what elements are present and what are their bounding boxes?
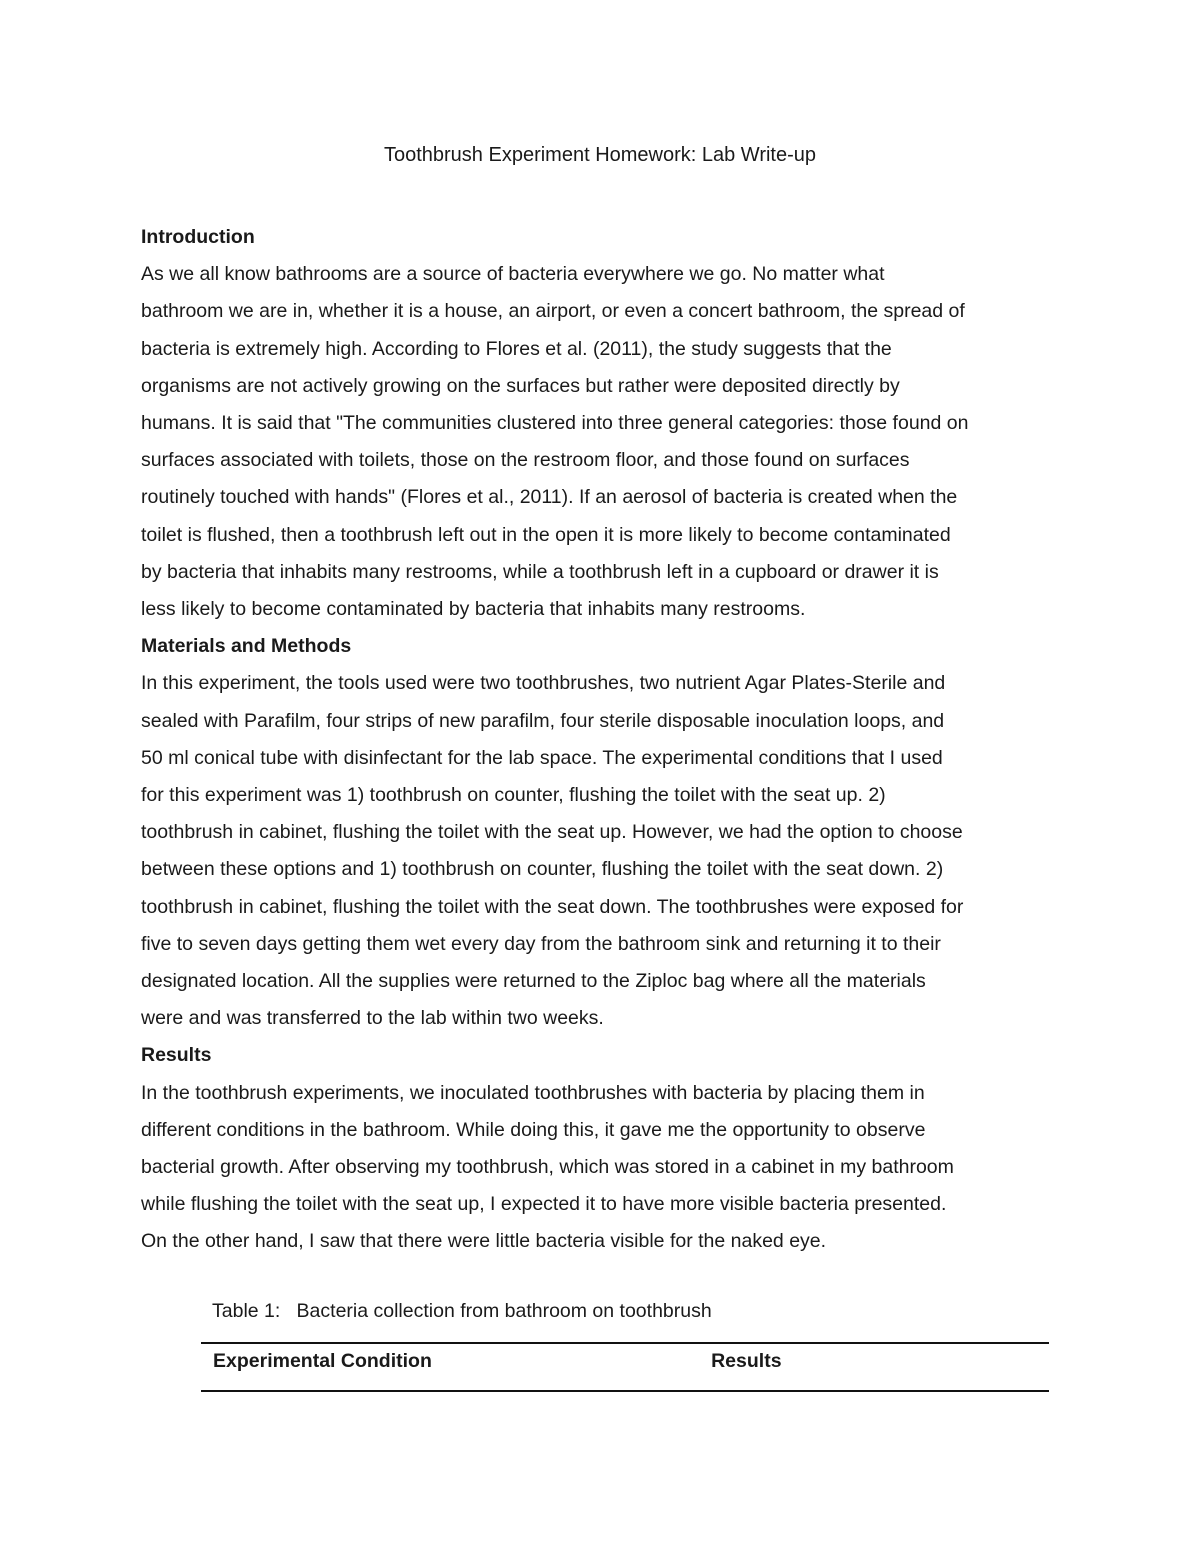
paragraph-line: bacteria is extremely high. According to Flores et al. (2011), the study suggests that the [141,337,892,360]
table-caption: Table 1: Bacteria collection from bathroom on toothbrush [212,1300,712,1322]
paragraph-line: five to seven days getting them wet every day from the bathroom sink and returning it to their [141,932,941,955]
paragraph-line: humans. It is said that "The communities clustered into three general categories: those found on [141,412,969,435]
paragraph-line: toilet is flushed, then a toothbrush left out in the open it is more likely to become contaminated [141,523,951,546]
paragraph-line: bathroom we are in, whether it is a house, an airport, or even a concert bathroom, the spread of [141,300,965,323]
paragraph-line: less likely to become contaminated by bacteria that inhabits many restrooms. [141,598,806,621]
paragraph-line: bacterial growth. After observing my toothbrush, which was stored in a cabinet in my bathroom [141,1156,954,1179]
paragraph-line: toothbrush in cabinet, flushing the toilet with the seat down. The toothbrushes were exposed for [141,895,964,918]
introduction-paragraph [141,256,1071,628]
paragraph-line: designated location. All the supplies were returned to the Ziploc bag where all the materials [141,970,926,993]
paragraph-line: toothbrush in cabinet, flushing the toilet with the seat up. However, we had the option to choose [141,821,963,844]
paragraph-line: surfaces associated with toilets, those on the restroom floor, and those found on surfaces [141,449,910,472]
document-body [141,219,1071,1261]
results-paragraph [141,1075,1071,1261]
paragraph-line: organisms are not actively growing on the surfaces but rather were deposited directly by [141,374,900,397]
paragraph-line: 50 ml conical tube with disinfectant for the lab space. The experimental conditions that I used [141,746,943,769]
paragraph-line: routinely touched with hands" (Flores et al., 2011). If an aerosol of bacteria is created when the [141,486,958,509]
paragraph-line: In this experiment, the tools used were two toothbrushes, two nutrient Agar Plates-Sterile and [141,672,946,695]
paragraph-line: different conditions in the bathroom. While doing this, it gave me the opportunity to observe [141,1118,926,1141]
results-heading: Results [141,1044,212,1067]
paragraph-line: while flushing the toilet with the seat up, I expected it to have more visible bacteria presented. [141,1193,947,1216]
paragraph-line: sealed with Parafilm, four strips of new parafilm, four sterile disposable inoculation loops, and [141,709,945,732]
paragraph-line: between these options and 1) toothbrush on counter, flushing the toilet with the seat down. 2) [141,858,944,881]
table-header-row [201,1343,1049,1391]
paragraph-line: As we all know bathrooms are a source of bacteria everywhere we go. No matter what [141,263,885,286]
paragraph-line: were and was transferred to the lab within two weeks. [141,1007,604,1030]
paragraph-line: In the toothbrush experiments, we inoculated toothbrushes with bacteria by placing them in [141,1081,925,1104]
introduction-heading: Introduction [141,226,255,248]
paragraph-line: for this experiment was 1) toothbrush on counter, flushing the toilet with the seat up. 2) [141,784,886,807]
column-header-results: Results [711,1349,782,1372]
results-table [201,1342,1049,1392]
materials-methods-heading: Materials and Methods [141,635,352,658]
materials-methods-paragraph [141,665,1071,1037]
document-title: Toothbrush Experiment Homework: Lab Write-up [383,144,817,166]
paragraph-line: by bacteria that inhabits many restrooms, while a toothbrush left in a cupboard or drawer it is [141,560,939,583]
paragraph-line: On the other hand, I saw that there were little bacteria visible for the naked eye. [141,1230,827,1253]
column-header-experimental-condition: Experimental Condition [213,1349,432,1372]
